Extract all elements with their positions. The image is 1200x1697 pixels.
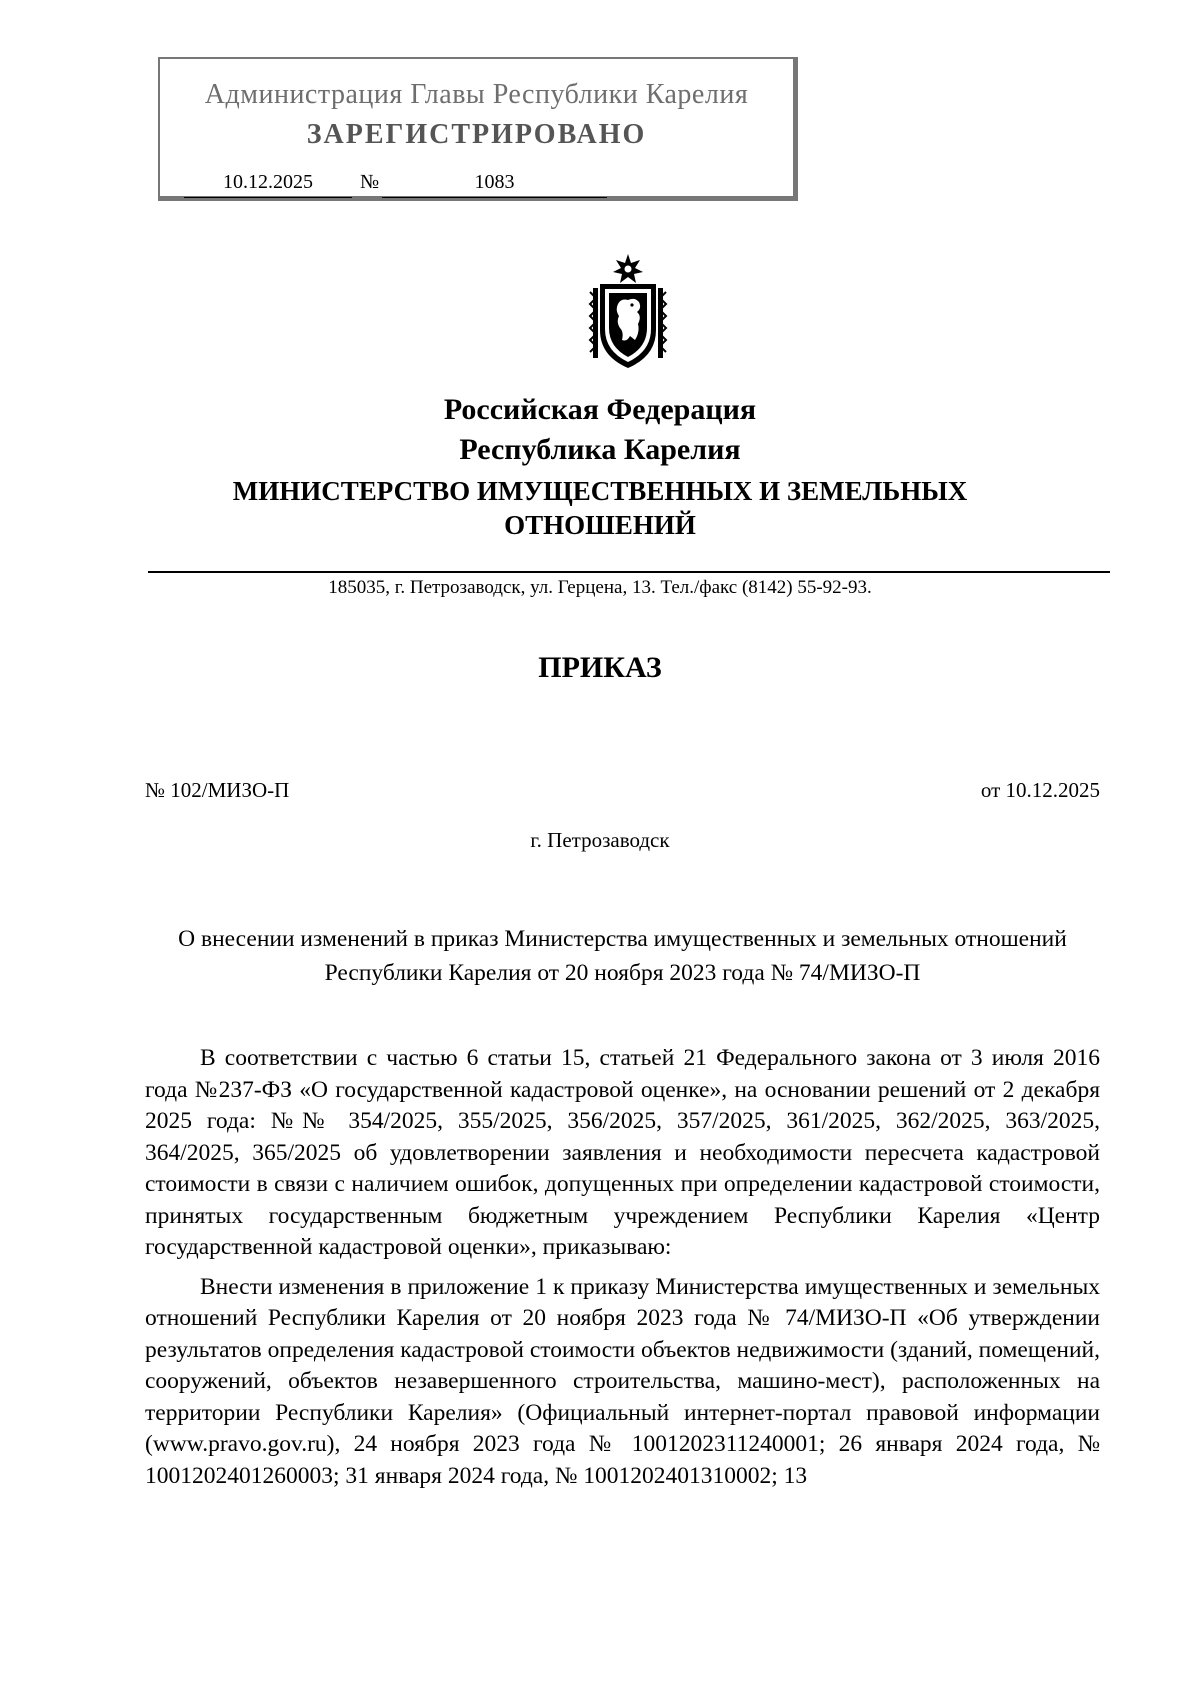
- country-name: Российская Федерация: [443, 393, 757, 426]
- ministry-name-line1: МИНИСТЕРСТВО ИМУЩЕСТВЕННЫХ И ЗЕМЕЛЬНЫХ: [232, 476, 968, 506]
- order-subject: О внесении изменений в приказ Министерства имущественных и земельных отношений Республики Карелия от 20 ноября 2023 года № 74/МИЗО-П: [178, 926, 1067, 986]
- stamp-number: 1083: [382, 171, 607, 198]
- stamp-number-label: №: [360, 171, 380, 193]
- order-city: г. Петрозаводск: [530, 828, 670, 852]
- stamp-date: 10.12.2025: [184, 171, 352, 198]
- order-body: [145, 1043, 1100, 1500]
- body-paragraph-2: Внести изменения в приложение 1 к приказу Министерства имущественных и земельных отношений Республики Карелия от 20 ноября 2023 года № 74/МИЗО-П «Об утверждении результатов определения кадастровой стоимости объектов недвижимости (зданий, помещений, сооружений, объектов незавершенного строительства, машино-мест), расположенных на территории Республики Карелия» (Официальный интернет-портал правовой информации (www.pravo.gov.ru), 24 ноября 2023 года № 1001202311240001; 26 января 2024 года, № 1001202401260003; 31 января 2024 года, № 1001202401310002; 13: [145, 1273, 1100, 1489]
- order-number: № 102/МИЗО-П: [145, 778, 290, 802]
- registration-stamp: [158, 57, 798, 201]
- header-divider: [148, 571, 1110, 573]
- stamp-organization: Администрация Главы Республики Карелия: [204, 79, 749, 110]
- body-paragraph-1: В соответствии с частью 6 статьи 15, статьей 21 Федерального закона от 3 июля 2016 года №237-ФЗ «О государственной кадастровой оценке», на основании решений от 2 декабря 2025 года: №№ 354/2025, 355/2025, 356/2025, 357/2025, 361/2025, 362/2025, 363/2025, 364/2025, 365/2025 об удовлетворении заявления и необходимости пересчета кадастровой стоимости в связи с наличием ошибок, допущенных при определении кадастровой стоимости, принятых государственным бюджетным учреждением Республики Карелия «Центр государственной кадастровой оценки», приказываю:: [145, 1045, 1100, 1260]
- karelia-coat-of-arms-icon: [580, 252, 676, 372]
- ministry-name-line2: ОТНОШЕНИЙ: [504, 510, 696, 540]
- stamp-status: ЗАРЕГИСТРИРОВАНО: [306, 119, 647, 150]
- order-date: от 10.12.2025: [980, 778, 1100, 802]
- region-name: Республика Карелия: [459, 433, 741, 466]
- document-type: ПРИКАЗ: [538, 651, 662, 684]
- ministry-address: 185035, г. Петрозаводск, ул. Герцена, 13. Тел./факс (8142) 55-92-93.: [328, 577, 872, 598]
